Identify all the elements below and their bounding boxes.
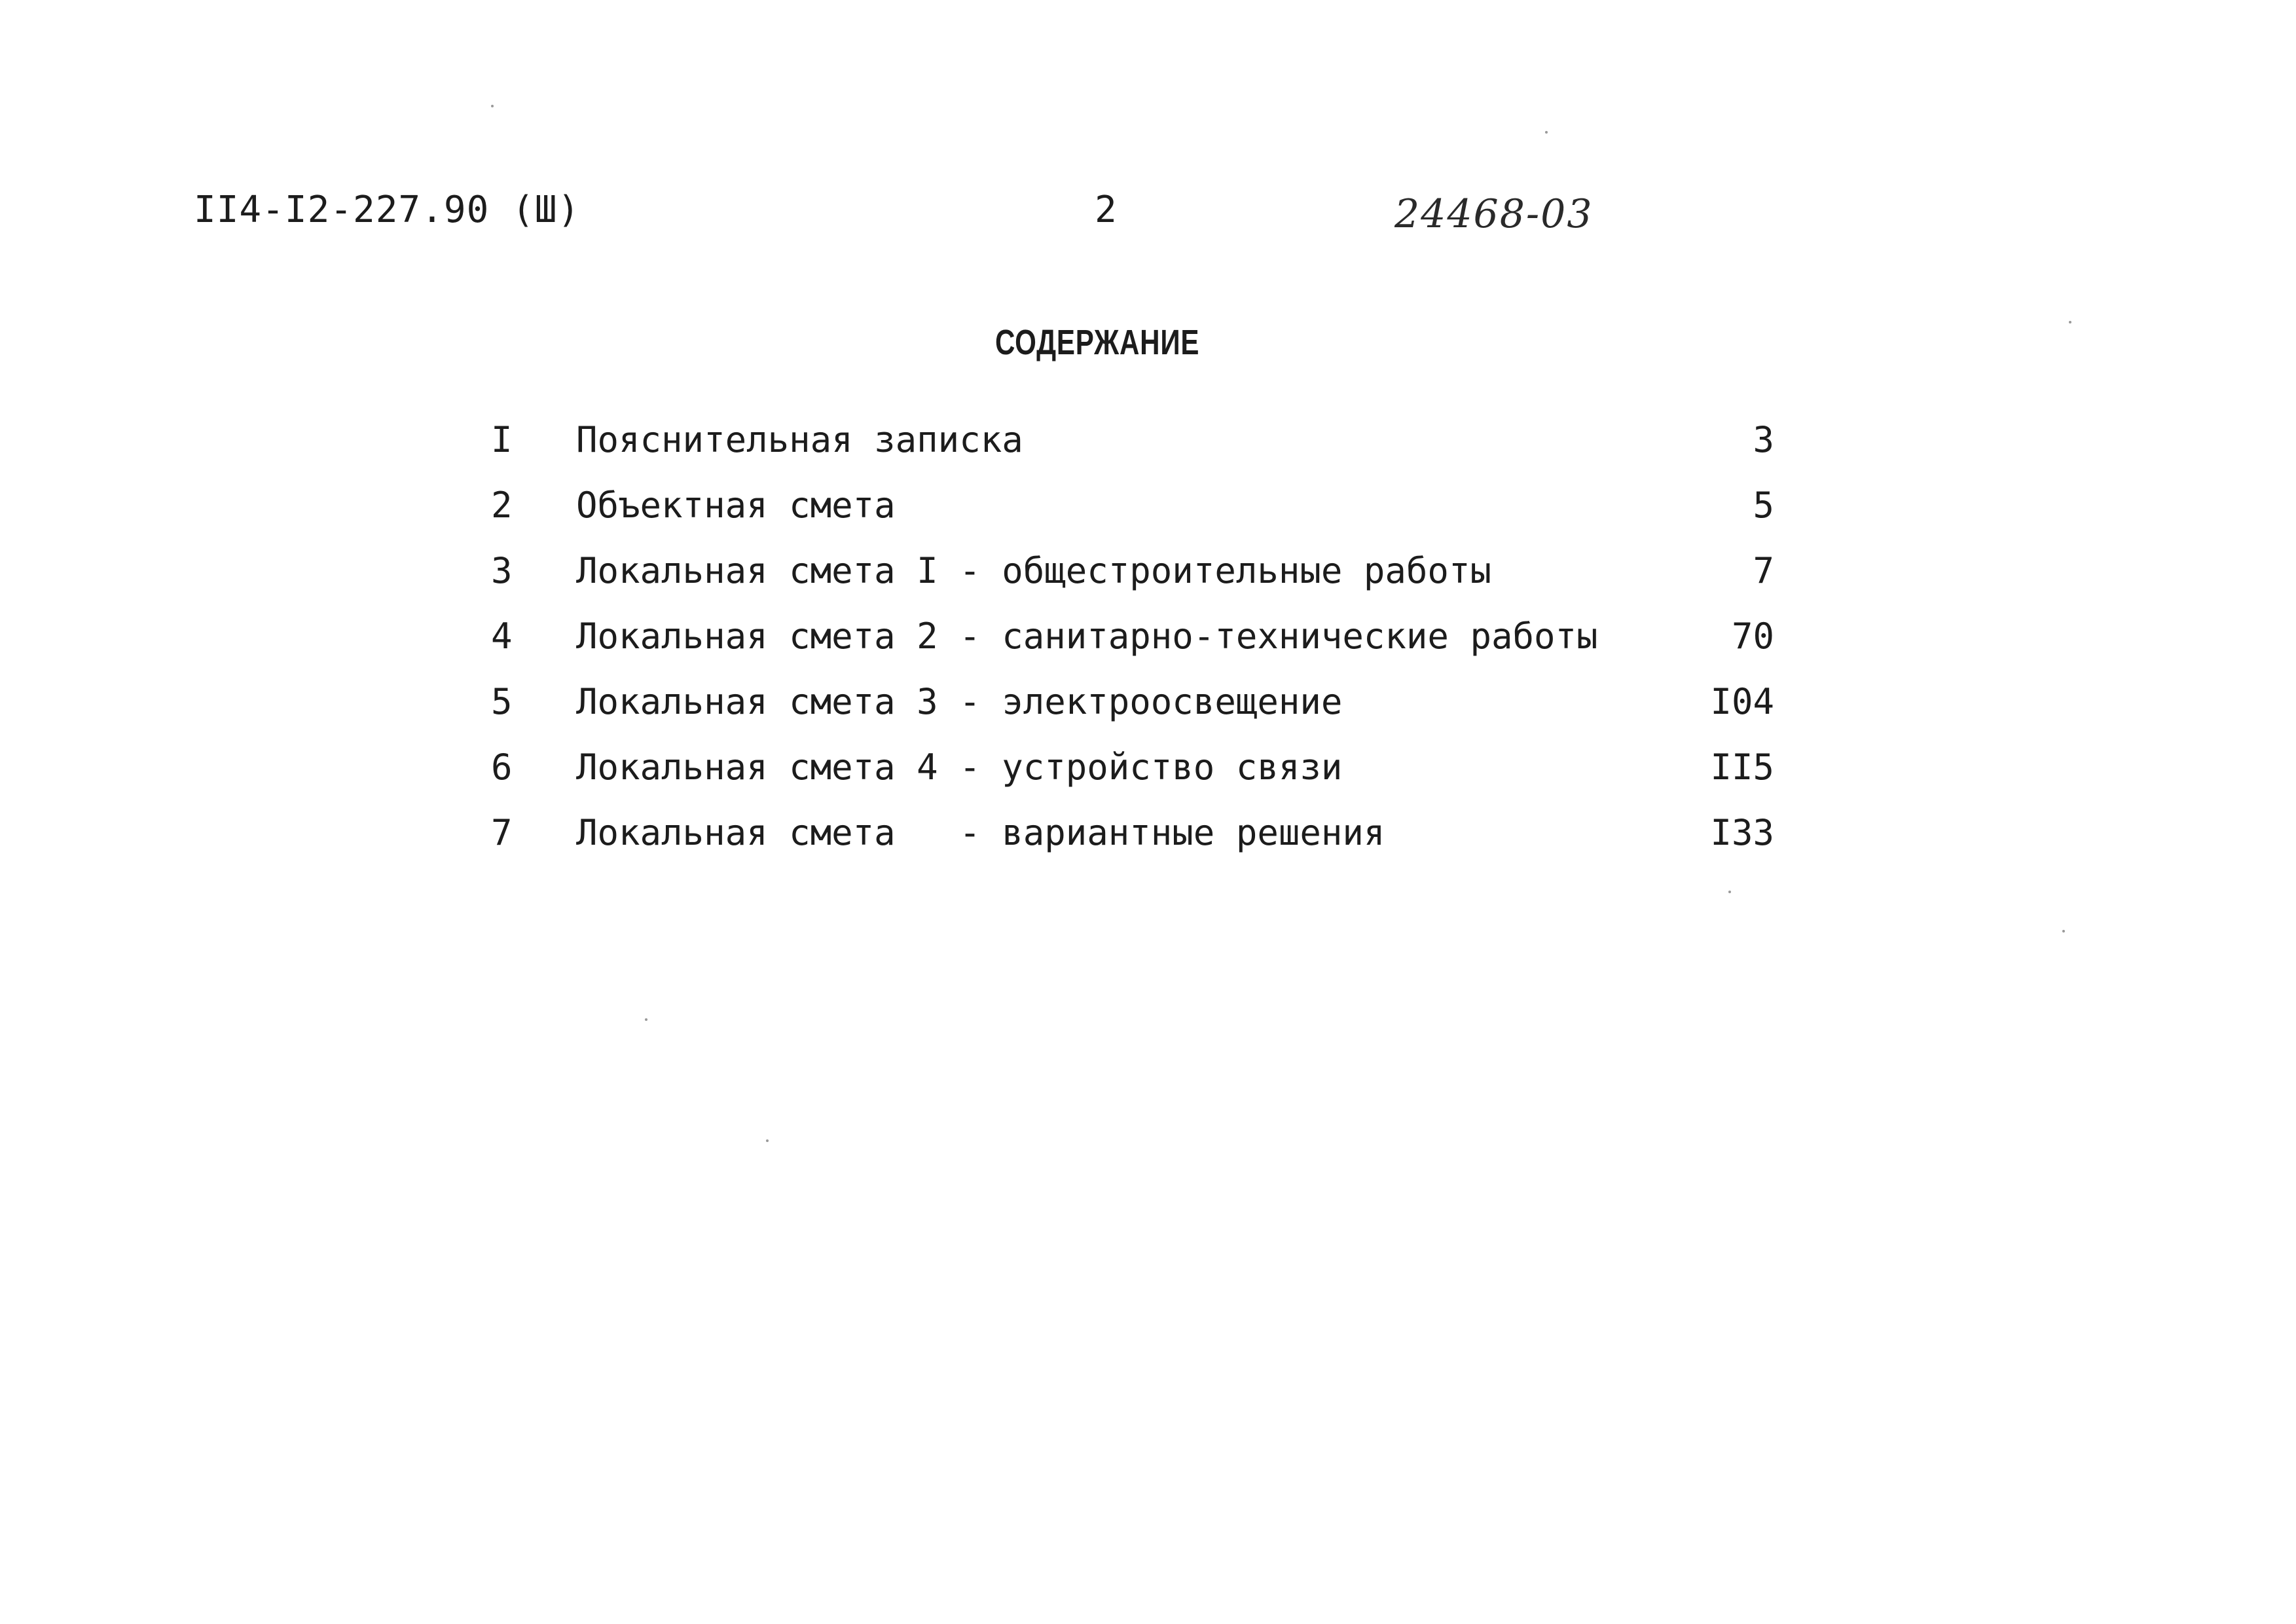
contents-title: СОДЕРЖАНИЕ [995, 323, 1200, 362]
toc-item-title: Объектная смета [576, 485, 896, 526]
toc-item [491, 485, 1774, 550]
toc-item-title: Локальная смета I - общестроительные работы [576, 550, 1491, 591]
scan-speck [2069, 321, 2071, 323]
toc-item [491, 812, 1774, 877]
toc-item-page: 7 [1753, 550, 1774, 591]
toc-item-page: 70 [1731, 616, 1774, 657]
scan-speck [645, 1018, 647, 1021]
scan-speck [1545, 131, 1548, 134]
scan-speck [491, 105, 494, 107]
toc-item-number: 3 [491, 550, 513, 591]
toc-item-title: Локальная смета - вариантные решения [576, 812, 1385, 853]
toc-item-title: Локальная смета 4 - устройство связи [576, 747, 1343, 788]
page-number: 2 [1095, 189, 1117, 231]
toc-item-number: 5 [491, 681, 513, 722]
toc-item-page: I04 [1710, 681, 1774, 722]
toc-item-number: I [491, 419, 513, 460]
toc-item-number: 6 [491, 747, 513, 788]
toc-item-number: 7 [491, 812, 513, 853]
toc-item-page: 5 [1753, 485, 1774, 526]
toc-item [491, 616, 1774, 681]
toc-item-title: Локальная смета 3 - электроосвещение [576, 681, 1343, 722]
scan-speck [1728, 891, 1731, 893]
toc-item [491, 550, 1774, 616]
toc-item-number: 2 [491, 485, 513, 526]
scan-speck [766, 1139, 769, 1142]
toc-item-page: II5 [1710, 747, 1774, 788]
inventory-number: 24468-03 [1394, 191, 1594, 237]
toc-item-title: Пояснительная записка [576, 419, 1023, 460]
toc-item-number: 4 [491, 616, 513, 657]
scan-speck [2062, 930, 2065, 932]
document-code: II4-I2-227.90 (Ш) [194, 189, 581, 231]
toc-item-title: Локальная смета 2 - санитарно-технические работы [576, 616, 1598, 657]
toc-item [491, 419, 1774, 485]
toc-item [491, 681, 1774, 747]
toc-item [491, 747, 1774, 812]
toc-item-page: 3 [1753, 419, 1774, 460]
table-of-contents [491, 419, 1774, 877]
toc-item-page: I33 [1710, 812, 1774, 853]
